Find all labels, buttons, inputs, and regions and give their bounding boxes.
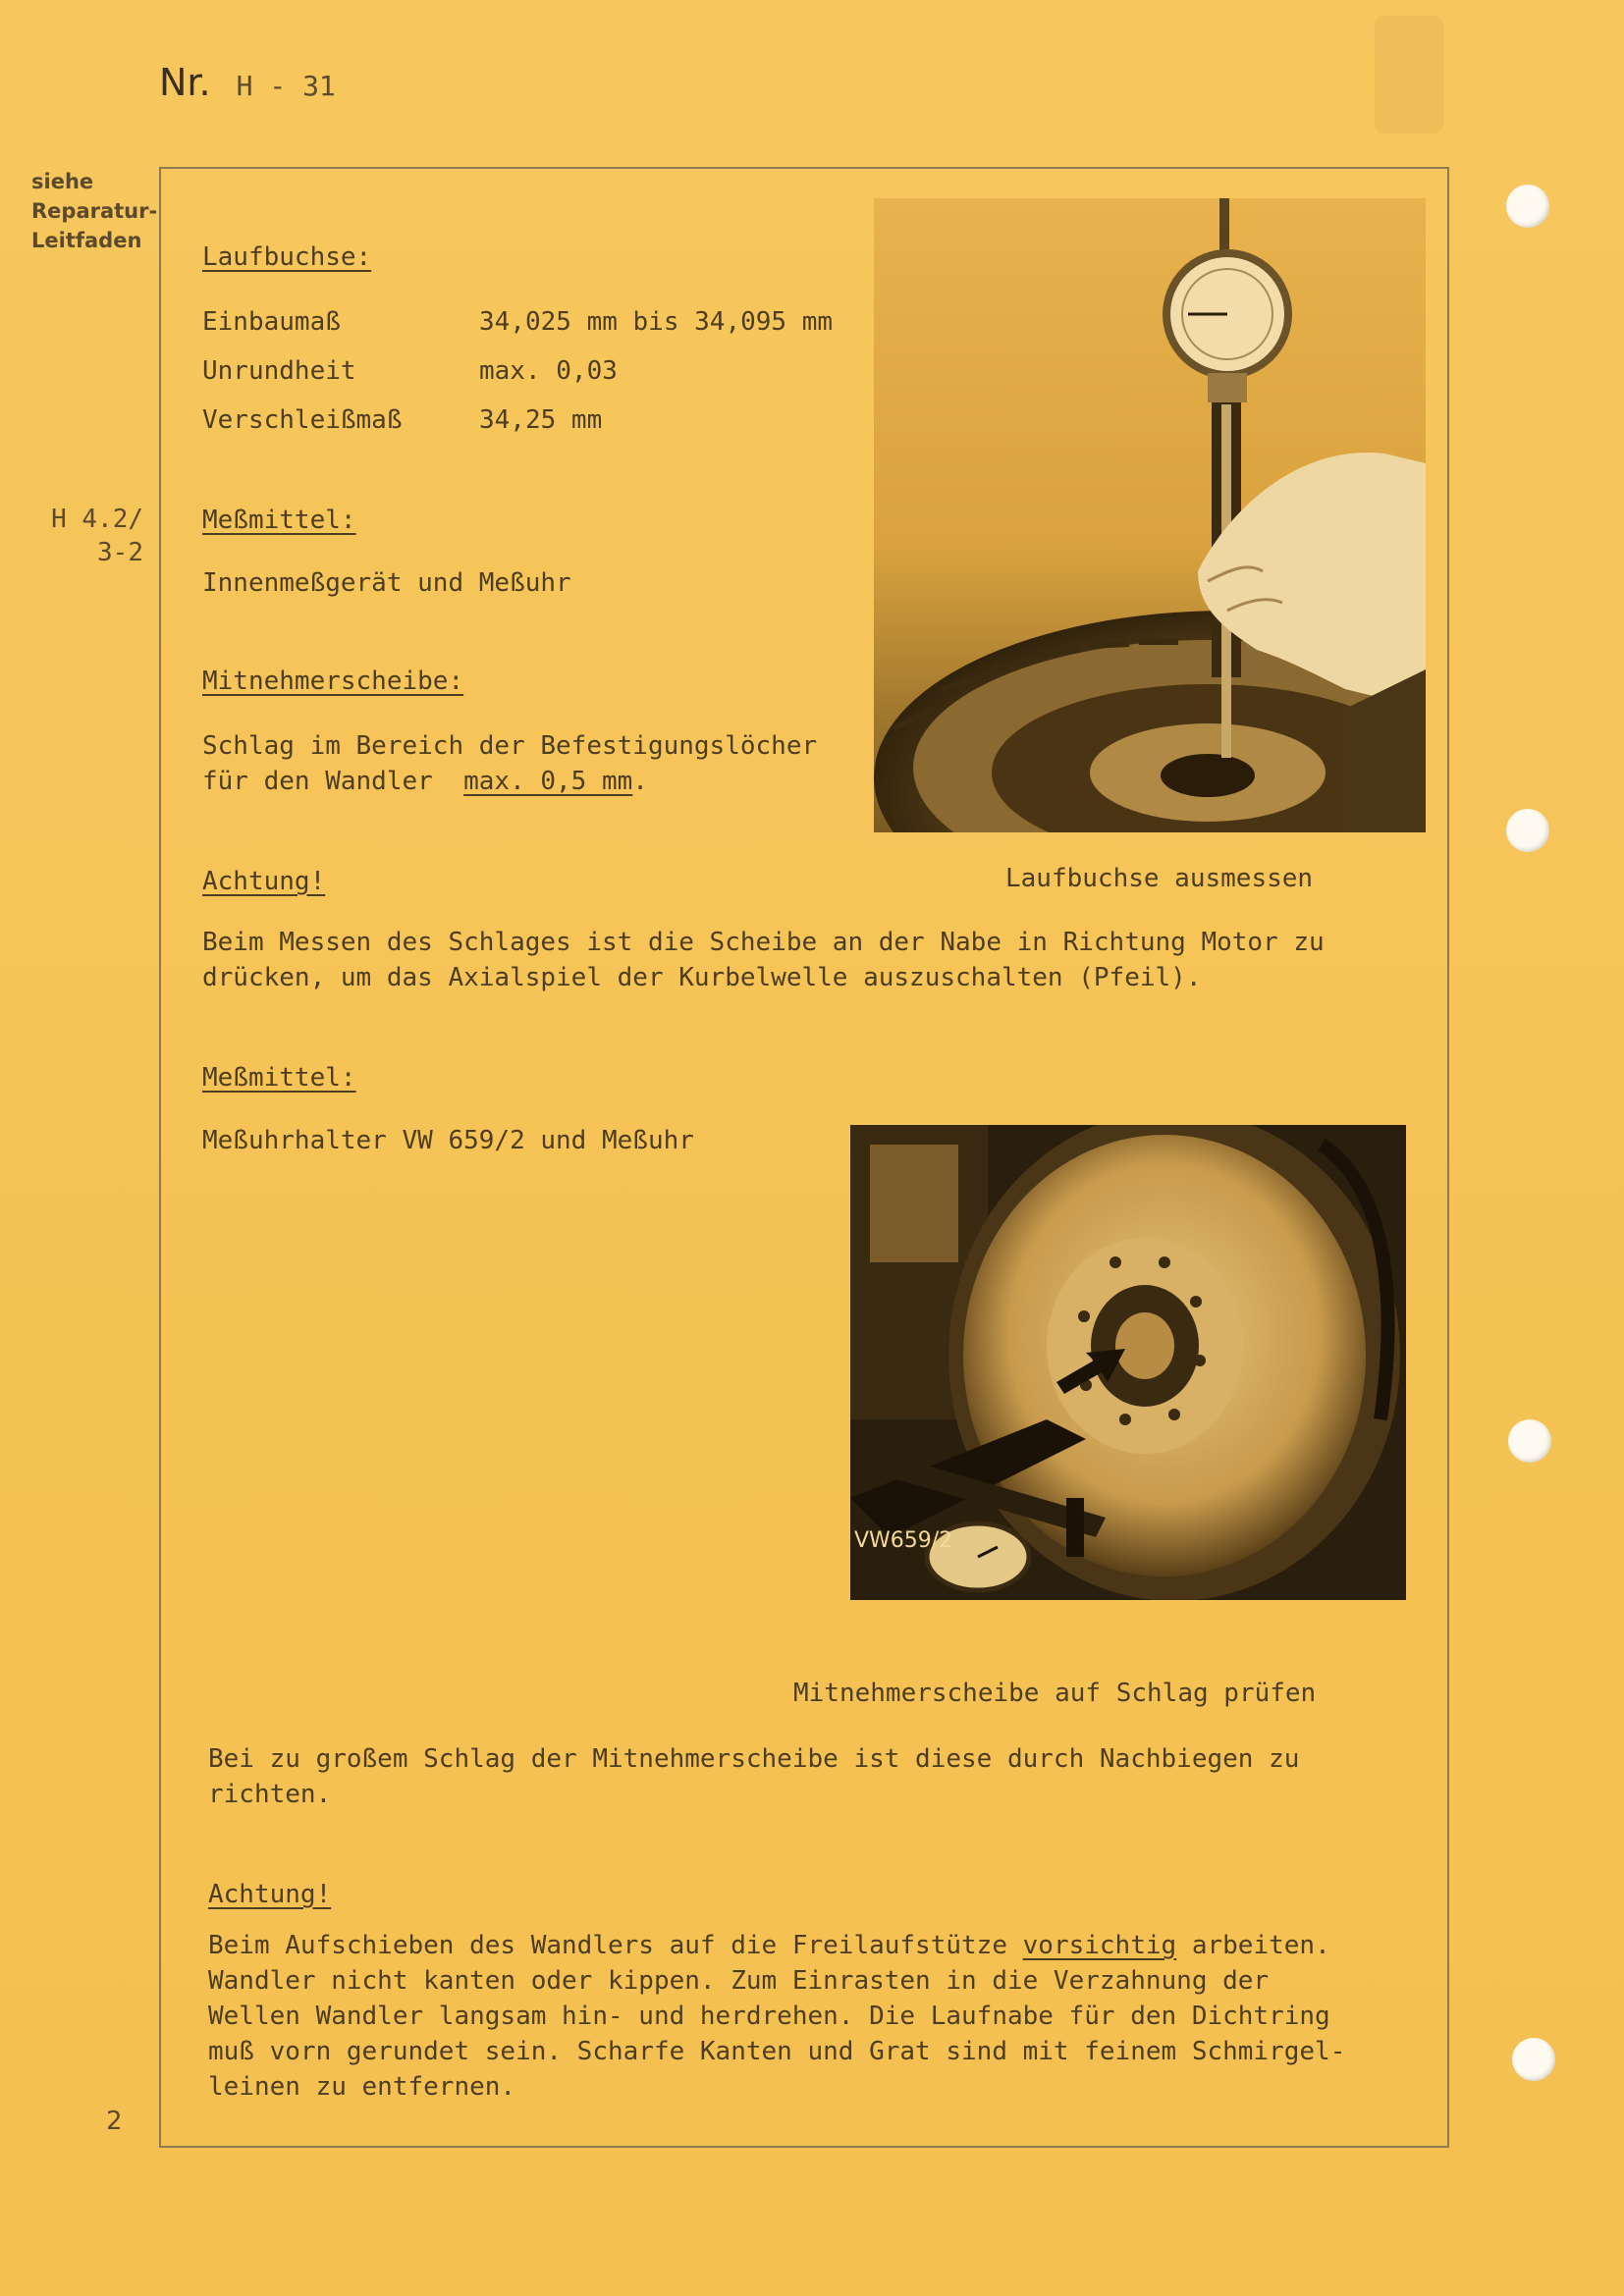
spec-label: Verschleißmaß [202, 405, 403, 435]
section-heading-mitnehmerscheibe: Mitnehmerscheibe: [202, 667, 464, 696]
punch-hole [1506, 809, 1549, 852]
page-number: 2 [106, 2107, 123, 2136]
side-reference [27, 503, 143, 569]
text-fragment: . [632, 767, 648, 796]
number-label: Nr. [159, 61, 211, 104]
achtung-text-line: muß vorn gerundet sein. Scharfe Kanten und Grat sind mit feinem Schmirgel- [208, 2037, 1346, 2066]
text-fragment: für den Wandler [202, 767, 464, 796]
figure-caption: Mitnehmerscheibe auf Schlag prüfen [793, 1679, 1317, 1708]
section-heading-achtung: Achtung! [208, 1880, 332, 1909]
number-value: H - 31 [236, 70, 336, 102]
mitnehmer-text-line: Schlag im Bereich der Befestigungslöcher [202, 731, 818, 761]
punch-hole [1508, 1419, 1551, 1463]
messmittel-text: Meßuhrhalter VW 659/2 und Meßuhr [202, 1126, 694, 1155]
instruction-text-line: Bei zu großem Schlag der Mitnehmerscheibe ist diese durch Nachbiegen zu [208, 1744, 1300, 1774]
tool-label: VW659/2 [854, 1528, 953, 1553]
document-number [159, 61, 336, 104]
text-fragment: Beim Aufschieben des Wandlers auf die Freilaufstütze [208, 1931, 1023, 1960]
punch-hole [1506, 185, 1549, 228]
photo-illustration [874, 198, 1426, 832]
messmittel-text: Innenmeßgerät und Meßuhr [202, 568, 571, 598]
achtung-text-line: drücken, um das Axialspiel der Kurbelwelle auszuschalten (Pfeil). [202, 963, 1202, 992]
achtung-text-line: leinen zu entfernen. [208, 2072, 516, 2102]
spec-value: 34,025 mm bis 34,095 mm [479, 307, 834, 337]
side-ref-line: 3-2 [97, 538, 143, 567]
section-heading-messmittel: Meßmittel: [202, 506, 356, 535]
side-note-line: Leitfaden [31, 229, 142, 252]
spec-label: Unrundheit [202, 356, 356, 386]
mitnehmer-text-line [202, 764, 648, 799]
spec-value: max. 0,03 [479, 356, 618, 386]
achtung-text-line: Wandler nicht kanten oder kippen. Zum Einrasten in die Verzahnung der [208, 1966, 1270, 1996]
text-fragment: arbeiten. [1176, 1931, 1330, 1960]
photo-illustration [850, 1125, 1406, 1600]
spec-label: Einbaumaß [202, 307, 341, 337]
instruction-text-line: richten. [208, 1780, 332, 1809]
side-note [31, 167, 157, 255]
figure-caption: Laufbuchse ausmessen [1005, 864, 1314, 893]
side-note-line: siehe [31, 170, 94, 193]
achtung-text-line [208, 1928, 1330, 1963]
section-heading-achtung: Achtung! [202, 867, 326, 896]
emphasis-word: vorsichtig [1022, 1931, 1177, 1960]
figure-mitnehmerscheibe-photo [850, 1125, 1406, 1600]
achtung-text-line: Wellen Wandler langsam hin- und herdrehen. Die Laufnabe für den Dichtring [208, 2002, 1330, 2031]
section-heading-messmittel: Meßmittel: [202, 1063, 356, 1093]
stamp-mark [1375, 16, 1443, 133]
figure-laufbuchse-photo [874, 198, 1426, 832]
section-heading-laufbuchse: Laufbuchse: [202, 242, 372, 272]
side-ref-line: H 4.2/ [51, 505, 143, 534]
achtung-text-line: Beim Messen des Schlages ist die Scheibe an der Nabe in Richtung Motor zu [202, 928, 1325, 957]
tolerance-value: max. 0,5 mm [463, 767, 633, 796]
spec-value: 34,25 mm [479, 405, 603, 435]
punch-hole [1512, 2038, 1555, 2081]
side-note-line: Reparatur- [31, 199, 158, 223]
